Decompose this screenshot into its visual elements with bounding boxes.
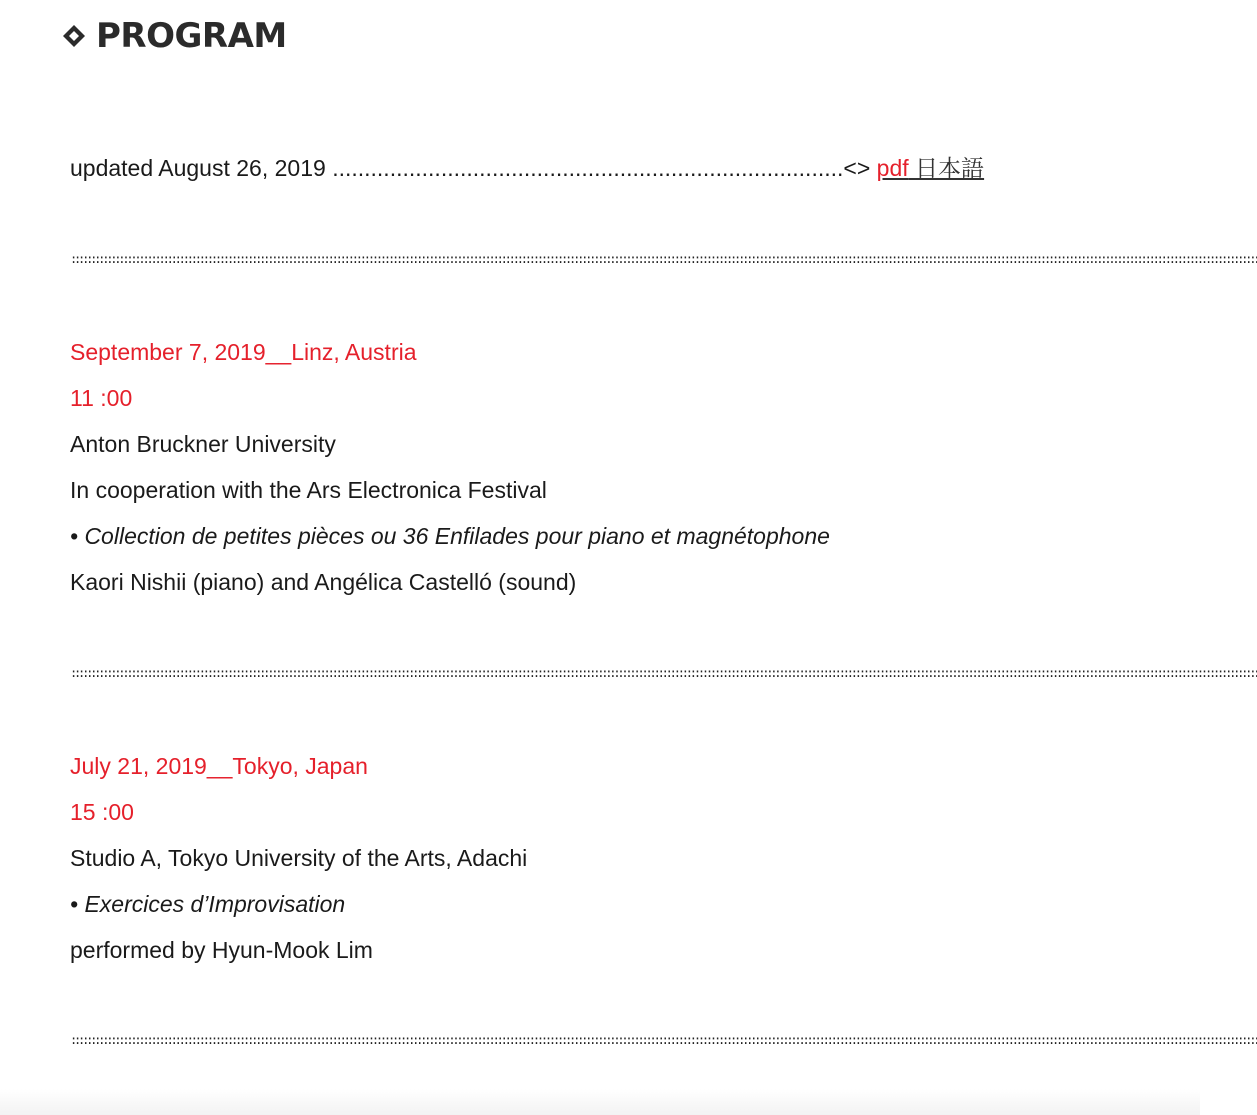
event-time: 15 :00 — [70, 799, 134, 825]
japanese-link[interactable]: 日本語 — [915, 155, 985, 181]
event-time: 11 :00 — [70, 385, 133, 411]
event-performers: Kaori Nishii (piano) and Angélica Castelló (sound) — [70, 569, 577, 595]
event-venue: Anton Bruckner University — [70, 431, 336, 457]
section-separator: ::::::::::::::::::::::::::::::::::::::::::::::::::::::::::::::::::::::::::::::::::::::::::::::::::::::::::::::::::::::::::::::::::::::::::::::::::::::::::::::::::::::::::::::::::::::::::::::::::::::::::::::::::::::::::::::::::::::::::::::::::::::::::::::::::::::::::::::::::::::::::::::::::::::: — [70, 252, 1257, 266]
event-date-location: September 7, 2019__Linz, Austria — [70, 339, 417, 365]
event-date-location: July 21, 2019__Tokyo, Japan — [70, 753, 368, 779]
page-title — [62, 16, 287, 56]
event-note: In cooperation with the Ars Electronica Festival — [70, 477, 547, 503]
updated-date: updated August 26, 2019 — [70, 155, 326, 181]
event-piece: • Exercices d’Improvisation — [70, 891, 346, 917]
page-title-text: PROGRAM — [96, 16, 287, 56]
section-separator: ::::::::::::::::::::::::::::::::::::::::::::::::::::::::::::::::::::::::::::::::::::::::::::::::::::::::::::::::::::::::::::::::::::::::::::::::::::::::::::::::::::::::::::::::::::::::::::::::::::::::::::::::::::::::::::::::::::::::::::::::::::::::::::::::::::::::::::::::::::::::::::::::::::::: — [70, 1033, 1257, 1047]
updated-row — [70, 145, 984, 191]
pdf-link[interactable]: pdf 日本語 — [876, 155, 985, 181]
event-performers: performed by Hyun-Mook Lim — [70, 937, 373, 963]
page-bottom-fade — [0, 1089, 1200, 1115]
section-separator: ::::::::::::::::::::::::::::::::::::::::::::::::::::::::::::::::::::::::::::::::::::::::::::::::::::::::::::::::::::::::::::::::::::::::::::::::::::::::::::::::::::::::::::::::::::::::::::::::::::::::::::::::::::::::::::::::::::::::::::::::::::::::::::::::::::::::::::::::::::::::::::::::::::::: — [70, 666, 1257, 680]
diamond-icon — [62, 24, 86, 48]
event-venue: Studio A, Tokyo University of the Arts, Adachi — [70, 845, 528, 871]
arrows-glyph: <> — [843, 155, 871, 181]
event-piece: • Collection de petites pièces ou 36 Enfilades pour piano et magnétophone — [70, 523, 830, 549]
dotted-leader: ................................................................................ — [332, 155, 844, 181]
